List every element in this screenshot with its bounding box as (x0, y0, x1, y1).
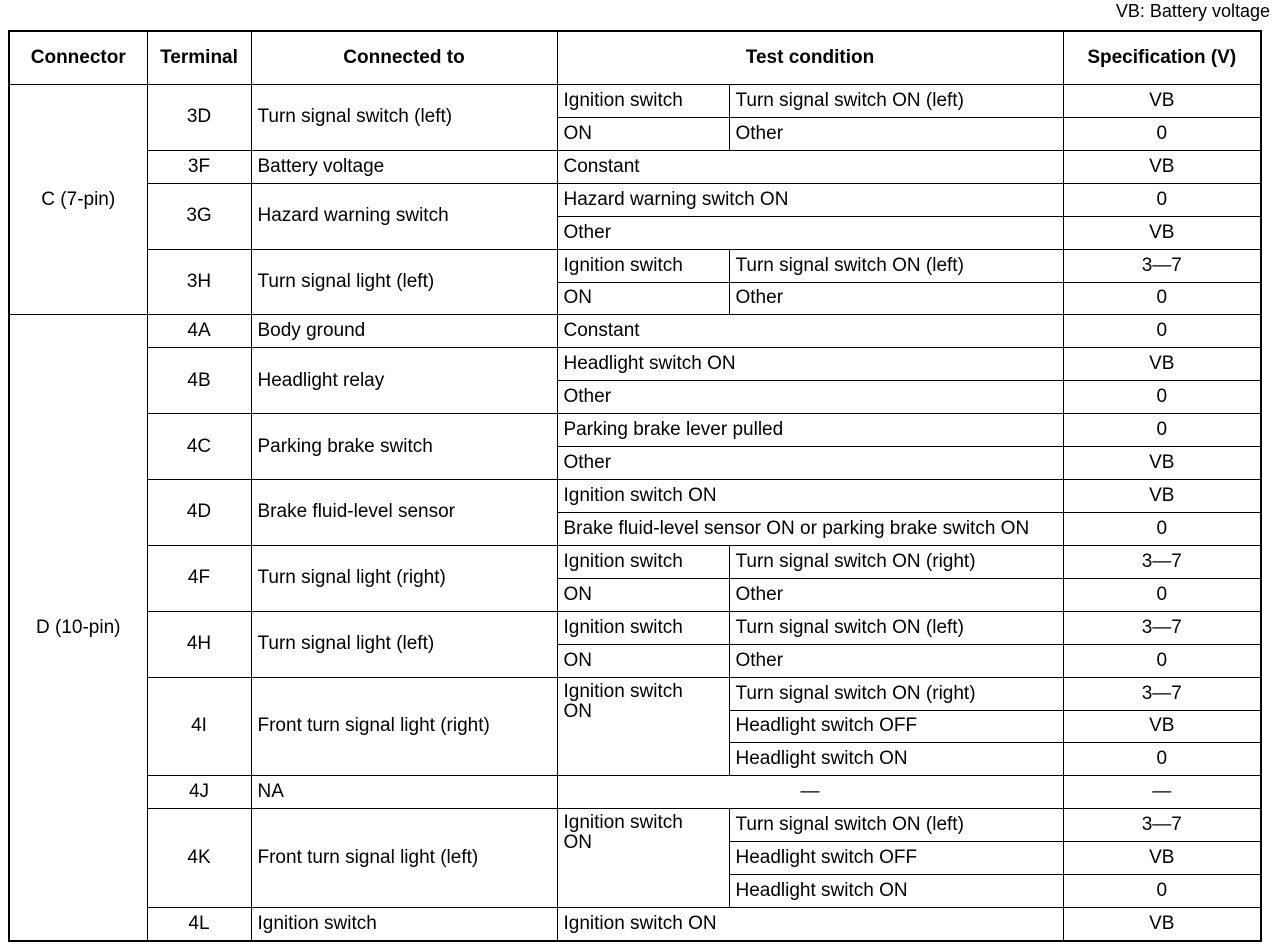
sub-condition-cell: Headlight switch ON (729, 875, 1063, 908)
condition-line: ON (563, 832, 592, 854)
condition-line: ON (563, 700, 592, 722)
spec-cell: 0 (1063, 743, 1261, 776)
spec-cell: 0 (1063, 875, 1261, 908)
condition-cell: Other (557, 447, 1063, 480)
terminal-cell: 4L (147, 908, 251, 941)
connected-cell: Brake fluid-level sensor (251, 480, 557, 546)
terminal-cell: 4J (147, 776, 251, 809)
sub-condition-cell: Other (729, 644, 1063, 677)
sub-condition-cell: Turn signal switch ON (right) (729, 545, 1063, 578)
terminal-cell: 3D (147, 85, 251, 151)
terminal-cell: 4I (147, 677, 251, 776)
condition-cell: Ignition switch (557, 249, 729, 282)
spec-cell: 0 (1063, 578, 1261, 611)
sub-condition-cell: Turn signal switch ON (left) (729, 85, 1063, 118)
sub-condition-cell: Turn signal switch ON (left) (729, 611, 1063, 644)
connected-cell: Turn signal light (left) (251, 249, 557, 315)
table-row (9, 480, 1261, 513)
table-row (9, 677, 1261, 710)
table-row (9, 545, 1261, 578)
header-row (9, 31, 1261, 85)
spec-cell: VB (1063, 150, 1261, 183)
connected-cell: Parking brake switch (251, 414, 557, 480)
battery-voltage-note: VB: Battery voltage (1115, 1, 1270, 21)
terminal-cell: 3G (147, 183, 251, 249)
sub-condition-cell: Other (729, 282, 1063, 315)
condition-cell: Hazard warning switch ON (557, 183, 1063, 216)
sub-condition-cell: Headlight switch OFF (729, 842, 1063, 875)
condition-cell: Ignition switch ON (557, 908, 1063, 941)
connected-cell: Front turn signal light (right) (251, 677, 557, 776)
header-connector: Connector (9, 31, 147, 85)
condition-cell (557, 809, 729, 908)
condition-cell: Ignition switch ON (557, 480, 1063, 513)
sub-condition-cell: Turn signal switch ON (left) (729, 809, 1063, 842)
connected-cell: Turn signal light (right) (251, 545, 557, 611)
table-row (9, 908, 1261, 941)
table-row (9, 348, 1261, 381)
terminal-cell: 4K (147, 809, 251, 908)
spec-cell: VB (1063, 447, 1261, 480)
sub-condition-cell: Other (729, 117, 1063, 150)
table-row (9, 315, 1261, 348)
sub-condition-cell: Headlight switch ON (729, 743, 1063, 776)
table-row (9, 611, 1261, 644)
connected-cell: Hazard warning switch (251, 183, 557, 249)
table-row (9, 183, 1261, 216)
terminal-cell: 4H (147, 611, 251, 677)
condition-cell: ON (557, 644, 729, 677)
connected-cell: Body ground (251, 315, 557, 348)
condition-cell: Brake fluid-level sensor ON or parking brake switch ON (557, 512, 1063, 545)
condition-cell: Ignition switch (557, 85, 729, 118)
spec-cell: VB (1063, 710, 1261, 743)
condition-cell: Ignition switch (557, 545, 729, 578)
spec-cell: 0 (1063, 282, 1261, 315)
condition-cell: ON (557, 578, 729, 611)
condition-cell: ON (557, 282, 729, 315)
sub-condition-cell: Turn signal switch ON (right) (729, 677, 1063, 710)
spec-cell: VB (1063, 216, 1261, 249)
spec-cell: VB (1063, 348, 1261, 381)
sub-condition-cell: Other (729, 578, 1063, 611)
header-connected-to: Connected to (251, 31, 557, 85)
condition-line: Ignition switch (563, 812, 683, 834)
spec-cell: 0 (1063, 381, 1261, 414)
table-row (9, 809, 1261, 842)
spec-cell: 0 (1063, 414, 1261, 447)
header-terminal: Terminal (147, 31, 251, 85)
spec-cell: 0 (1063, 512, 1261, 545)
condition-cell: Parking brake lever pulled (557, 414, 1063, 447)
spec-cell: 0 (1063, 644, 1261, 677)
condition-cell: Constant (557, 150, 1063, 183)
terminal-cell: 3H (147, 249, 251, 315)
table-row (9, 85, 1261, 118)
connected-cell: Front turn signal light (left) (251, 809, 557, 908)
spec-cell: 0 (1063, 117, 1261, 150)
terminal-spec-table (8, 30, 1262, 942)
condition-cell: ON (557, 117, 729, 150)
connector-d: D (10-pin) (9, 315, 147, 941)
condition-cell: Other (557, 381, 1063, 414)
terminal-cell: 4F (147, 545, 251, 611)
terminal-cell: 4A (147, 315, 251, 348)
sub-condition-cell: Turn signal switch ON (left) (729, 249, 1063, 282)
spec-cell: 3—7 (1063, 611, 1261, 644)
spec-cell: 3—7 (1063, 249, 1261, 282)
condition-line: Ignition switch (563, 680, 683, 702)
spec-cell: — (1063, 776, 1261, 809)
table-row (9, 414, 1261, 447)
spec-cell: VB (1063, 85, 1261, 118)
spec-cell: 3—7 (1063, 545, 1261, 578)
terminal-cell: 4B (147, 348, 251, 414)
sub-condition-cell: Headlight switch OFF (729, 710, 1063, 743)
condition-cell: Ignition switch (557, 611, 729, 644)
condition-cell (557, 677, 729, 776)
spec-cell: VB (1063, 842, 1261, 875)
terminal-cell: 3F (147, 150, 251, 183)
connected-cell: Headlight relay (251, 348, 557, 414)
condition-cell: Headlight switch ON (557, 348, 1063, 381)
condition-cell: Constant (557, 315, 1063, 348)
connected-cell: NA (251, 776, 557, 809)
connected-cell: Turn signal light (left) (251, 611, 557, 677)
terminal-cell: 4C (147, 414, 251, 480)
connected-cell: Turn signal switch (left) (251, 85, 557, 151)
spec-cell: 3—7 (1063, 677, 1261, 710)
table-row (9, 249, 1261, 282)
connector-c: C (7-pin) (9, 85, 147, 315)
connected-cell: Battery voltage (251, 150, 557, 183)
spec-cell: VB (1063, 480, 1261, 513)
table-row (9, 150, 1261, 183)
header-test-condition: Test condition (557, 31, 1063, 85)
spec-cell: 3—7 (1063, 809, 1261, 842)
spec-cell: VB (1063, 908, 1261, 941)
header-specification: Specification (V) (1063, 31, 1261, 85)
terminal-cell: 4D (147, 480, 251, 546)
condition-cell: — (557, 776, 1063, 809)
condition-cell: Other (557, 216, 1063, 249)
connected-cell: Ignition switch (251, 908, 557, 941)
spec-cell: 0 (1063, 315, 1261, 348)
table-row (9, 776, 1261, 809)
spec-cell: 0 (1063, 183, 1261, 216)
